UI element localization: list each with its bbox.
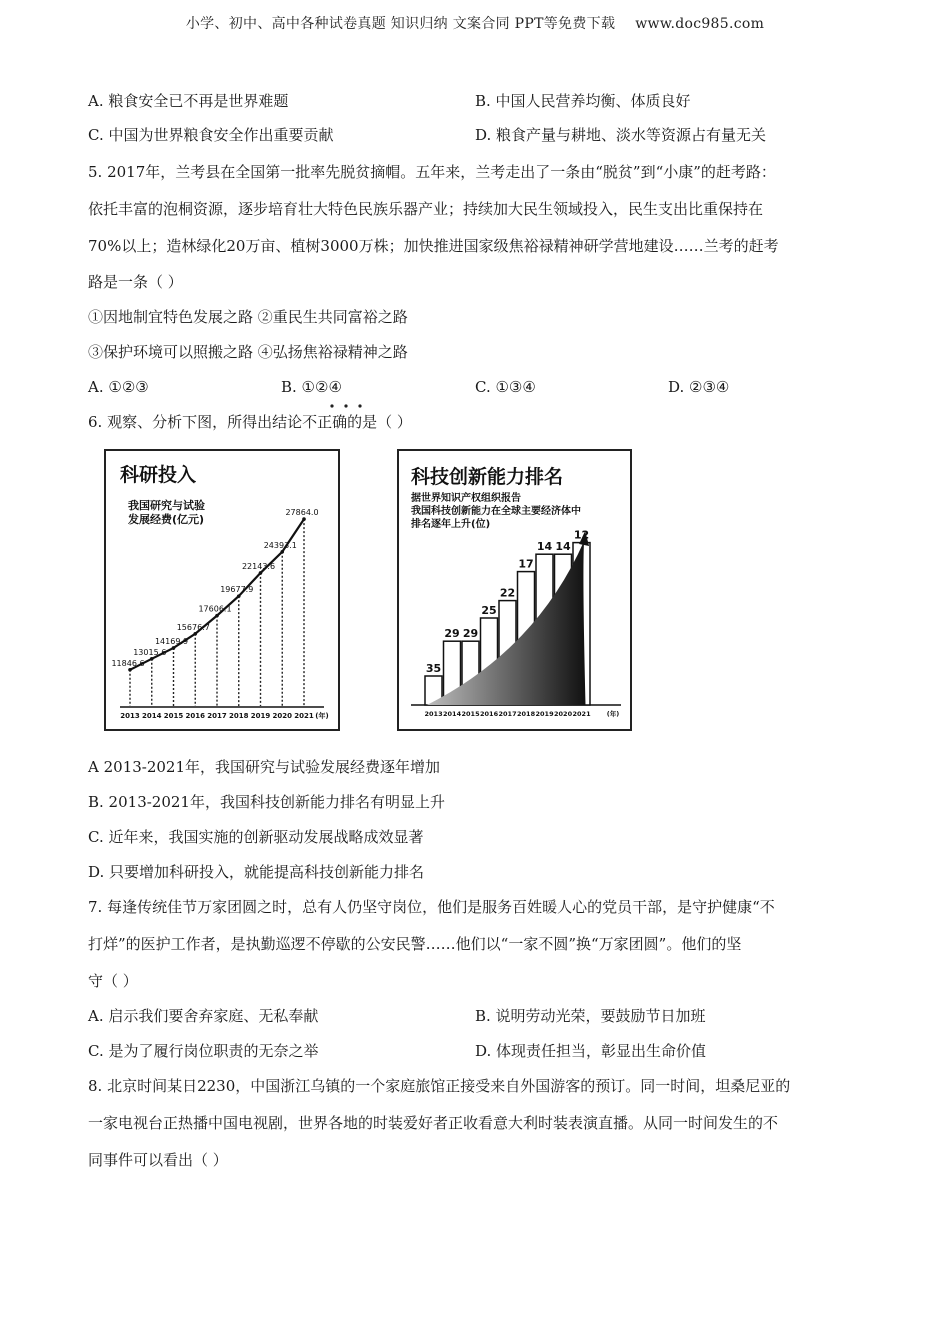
chart1-point (302, 517, 306, 521)
chart1-value-label: 17606.1 (198, 604, 232, 614)
header-text: 小学、初中、高中各种试卷真题 知识归纳 文案合同 PPT等免费下载 (185, 16, 616, 32)
q5-option-c: C. ①③④ (475, 378, 536, 396)
q5-items-2: ③保护环境可以照搬之路 ④弘扬焦裕禄精神之路 (88, 343, 408, 361)
q4-option-b: B. 中国人民营养均衡、体质良好 (475, 92, 691, 110)
q4-option-c: C. 中国为世界粮食安全作出重要贡献 (88, 126, 334, 144)
chart2-value-label: 14 (555, 540, 571, 554)
chart2-subtitle-3: 排名逐年上升(位) (411, 519, 491, 530)
chart1-subtitle-2: 发展经费(亿元) (128, 513, 205, 526)
chart2-value-label: 25 (481, 604, 497, 617)
chart1-x-tick: 2015 (163, 712, 184, 720)
q7-option-c: C. 是为了履行岗位职责的无奈之举 (88, 1042, 319, 1060)
q6-option-d: D. 只要增加科研投入，就能提高科技创新能力排名 (88, 863, 425, 881)
chart2-x-label: (年) (606, 710, 620, 718)
chart1-value-label: 19677.9 (220, 585, 254, 595)
chart1-value-label: 11846.6 (111, 658, 145, 668)
chart1-x-tick: 2013 (120, 712, 140, 720)
chart1-value-label: 24393.1 (263, 540, 297, 550)
chart-research-svg (106, 451, 338, 729)
chart2-value-label: 12 (573, 528, 590, 542)
chart-innovation-rank (397, 449, 632, 731)
q8-line-1: 8. 北京时间某日2230，中国浙江乌镇的一个家庭旅馆正接受来自外国游客的预订。同一时间，坦桑尼亚的 (88, 1077, 791, 1095)
chart1-value-label: 15676.7 (176, 622, 210, 632)
q8-line-3: 同事件可以看出（ ） (88, 1151, 228, 1169)
q5-line-1: 5. 2017年，兰考县在全国第一批率先脱贫摘帽。五年来，兰考走出了一条由“脱贫”到“小康”的赶考路： (88, 163, 776, 181)
chart2-subtitle-1: 据世界知识产权组织报告 (411, 493, 521, 504)
q7-option-d: D. 体现责任担当，彰显出生命价值 (475, 1042, 707, 1060)
chart1-point (150, 657, 154, 661)
q7-option-b: B. 说明劳动光荣，要鼓励节日加班 (475, 1007, 706, 1025)
chart2-value-label: 17 (518, 557, 534, 571)
chart1-x-tick: 2018 (229, 712, 249, 720)
chart1-point (128, 668, 132, 672)
q6-stem-pre: 6. 观察、分析下图，所得出结论 (88, 413, 303, 431)
chart1-x-tick: 2014 (142, 712, 162, 720)
chart2-x-tick: 2015 (461, 710, 480, 718)
q7-line-3: 守（ ） (88, 972, 138, 990)
chart1-x-label: (年) (315, 712, 329, 720)
chart2-value-label: 29 (462, 627, 479, 641)
chart2-title: 科技创新能力排名 (411, 466, 564, 488)
q5-items-1: ①因地制宜特色发展之路 ②重民生共同富裕之路 (88, 308, 408, 326)
chart2-subtitle-2: 我国科技创新能力在全球主要经济体中 (411, 506, 581, 517)
chart1-point (193, 632, 197, 636)
q6-option-a: A 2013-2021年，我国研究与试验发展经费逐年增加 (88, 758, 441, 776)
q5-option-a: A. ①②③ (88, 378, 149, 396)
chart2-value-label: 14 (536, 540, 553, 554)
chart1-point (280, 550, 284, 554)
chart1-value-label: 22143.6 (241, 561, 276, 571)
chart1-x-tick: 2017 (207, 712, 227, 720)
chart1-x-tick: 2021 (294, 712, 314, 720)
chart2-x-tick: 2020 (554, 710, 573, 718)
q5-option-b: B. ①②④ (281, 378, 342, 396)
q4-option-a: A. 粮食安全已不再是世界难题 (88, 92, 289, 110)
chart1-value-label: 13015.6 (133, 647, 167, 657)
q6-option-b: B. 2013-2021年，我国科技创新能力排名有明显上升 (88, 793, 445, 811)
chart1-value-label: 27864.0 (285, 508, 319, 518)
chart2-x-tick: 2018 (517, 710, 536, 718)
q5-line-2: 依托丰富的泡桐资源，逐步培育壮大特色民族乐器产业；持续加大民生领域投入，民生支出比重保持在 (88, 200, 764, 218)
q6-option-c: C. 近年来，我国实施的创新驱动发展战略成效显著 (88, 828, 424, 846)
chart2-value-label: 22 (499, 586, 516, 600)
chart1-x-tick: 2020 (272, 712, 292, 720)
chart2-value-label: 35 (425, 662, 442, 675)
chart2-x-tick: 2017 (498, 710, 517, 718)
chart1-point (259, 571, 263, 575)
q8-line-2: 一家电视台正热播中国电视剧，世界各地的时装爱好者正收看意大利时装表演直播。从同一时间发生的不 (88, 1114, 779, 1132)
chart1-x-tick: 2016 (185, 712, 205, 720)
chart1-title: 科研投入 (120, 464, 197, 486)
chart-rank-svg (399, 451, 630, 729)
header-site: www.doc985.com (635, 16, 765, 32)
q4-option-d: D. 粮食产量与耕地、淡水等资源占有量无关 (475, 126, 767, 144)
q6-stem-post: 的是（ ） (347, 413, 412, 431)
chart2-x-tick: 2016 (480, 710, 499, 718)
chart1-value-label: 14169.9 (154, 636, 189, 646)
q7-line-1: 7. 每逢传统佳节万家团圆之时，总有人仍坚守岗位，他们是服务百姓暖人心的党员干部，是守护健康“不 (88, 898, 775, 916)
chart-research-investment (104, 449, 340, 731)
chart1-point (237, 594, 241, 598)
chart2-x-tick: 2019 (535, 710, 554, 718)
q7-line-2: 打烊”的医护工作者，是执勤巡逻不停歇的公安民警……他们以“一家不圆”换“万家团圆”。他们的坚 (88, 935, 742, 953)
q7-option-a: A. 启示我们要舍弃家庭、无私奉献 (88, 1007, 319, 1025)
chart2-x-tick: 2014 (443, 710, 462, 718)
chart1-point (172, 646, 176, 650)
q5-line-4: 路是一条（ ） (88, 273, 183, 291)
chart2-x-tick: 2013 (424, 710, 443, 718)
emphasis-dots (0, 0, 950, 420)
chart1-x-tick: 2019 (250, 712, 271, 720)
q6-stem-emphasis: 不正确 (302, 413, 348, 431)
chart2-x-tick: 2021 (572, 710, 591, 718)
chart1-subtitle-1: 我国研究与试验 (128, 499, 205, 512)
chart2-value-label: 29 (444, 627, 460, 641)
q5-line-3: 70%以上；造林绿化20万亩、植树3000万株；加快推进国家级焦裕禄精神研学营地建设……兰考的赶考 (88, 237, 779, 255)
chart1-point (215, 614, 219, 618)
q5-option-d: D. ②③④ (668, 378, 730, 396)
